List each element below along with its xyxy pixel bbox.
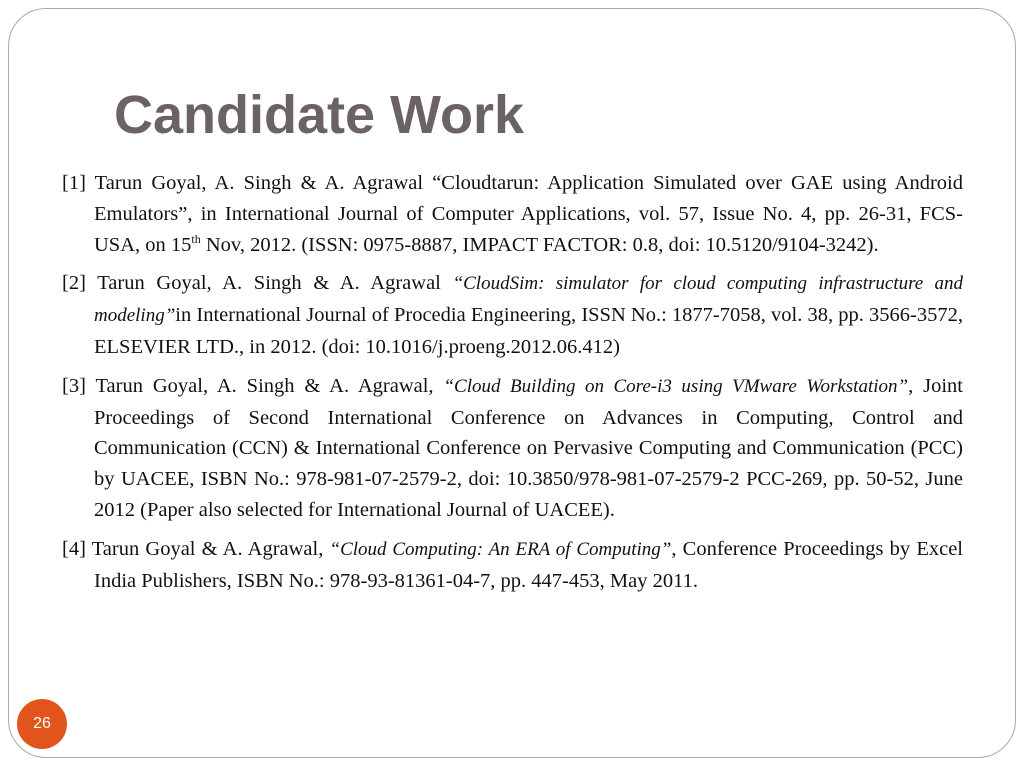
reference-superscript: th <box>191 231 201 246</box>
reference-title: “Cloud Building on Core-i3 using VMware Workstation” <box>443 375 909 397</box>
reference-number: [2] <box>62 272 86 295</box>
reference-authors: Tarun Goyal & A. Agrawal, <box>91 537 324 560</box>
reference-item-3 <box>62 371 963 526</box>
reference-details: , Joint Proceedings of Second International Conference on Advances in Computing, Control and Communication (CCN) & International Conference on Pervasive Computing and Communication (PCC) by UACEE, ISBN No.: 978-981-07-2579-2, doi: 10.3850/978-981-07-2579-2 PCC-269, pp. 50-52, June 2012 (Paper also selected for International Journal of UACEE). <box>94 374 963 521</box>
reference-authors: Tarun Goyal, A. Singh & A. Agrawal, <box>95 374 434 397</box>
reference-item-4 <box>62 534 963 597</box>
reference-details: , Conference Proceedings by Excel India Publishers, ISBN No.: 978-93-81361-04-7, pp. 447-453, May 2011. <box>94 537 963 592</box>
reference-title: “Cloud Computing: An ERA of Computing” <box>329 538 672 560</box>
reference-number: [3] <box>62 374 86 397</box>
reference-text-continued: Nov, 2012. (ISSN: 0975-8887, IMPACT FACTOR: 0.8, doi: 10.5120/9104-3242). <box>200 233 879 256</box>
reference-number: [1] <box>62 172 86 194</box>
reference-list <box>62 168 963 604</box>
reference-details: in International Journal of Procedia Engineering, ISSN No.: 1877-7058, vol. 38, pp. 3566-3572, ELSEVIER LTD., in 2012. (doi: 10.1016/j.proeng.2012.06.412) <box>94 304 963 358</box>
slide-title: Candidate Work <box>114 85 525 145</box>
reference-item-1 <box>62 168 963 260</box>
page-number-badge: 26 <box>17 699 67 749</box>
reference-number: [4] <box>62 537 86 560</box>
reference-title: “CloudSim: simulator for cloud computing infrastructure and modeling” <box>94 273 964 327</box>
reference-item-2 <box>62 268 963 362</box>
reference-authors: Tarun Goyal, A. Singh & A. Agrawal <box>97 272 441 295</box>
reference-text: Tarun Goyal, A. Singh & A. Agrawal “Cloudtarun: Application Simulated over GAE using Android Emulators”, in International Journal of Computer Applications, vol. 57, Issue No. 4, pp. 26-31, FCS-USA, on 15 <box>94 172 963 256</box>
